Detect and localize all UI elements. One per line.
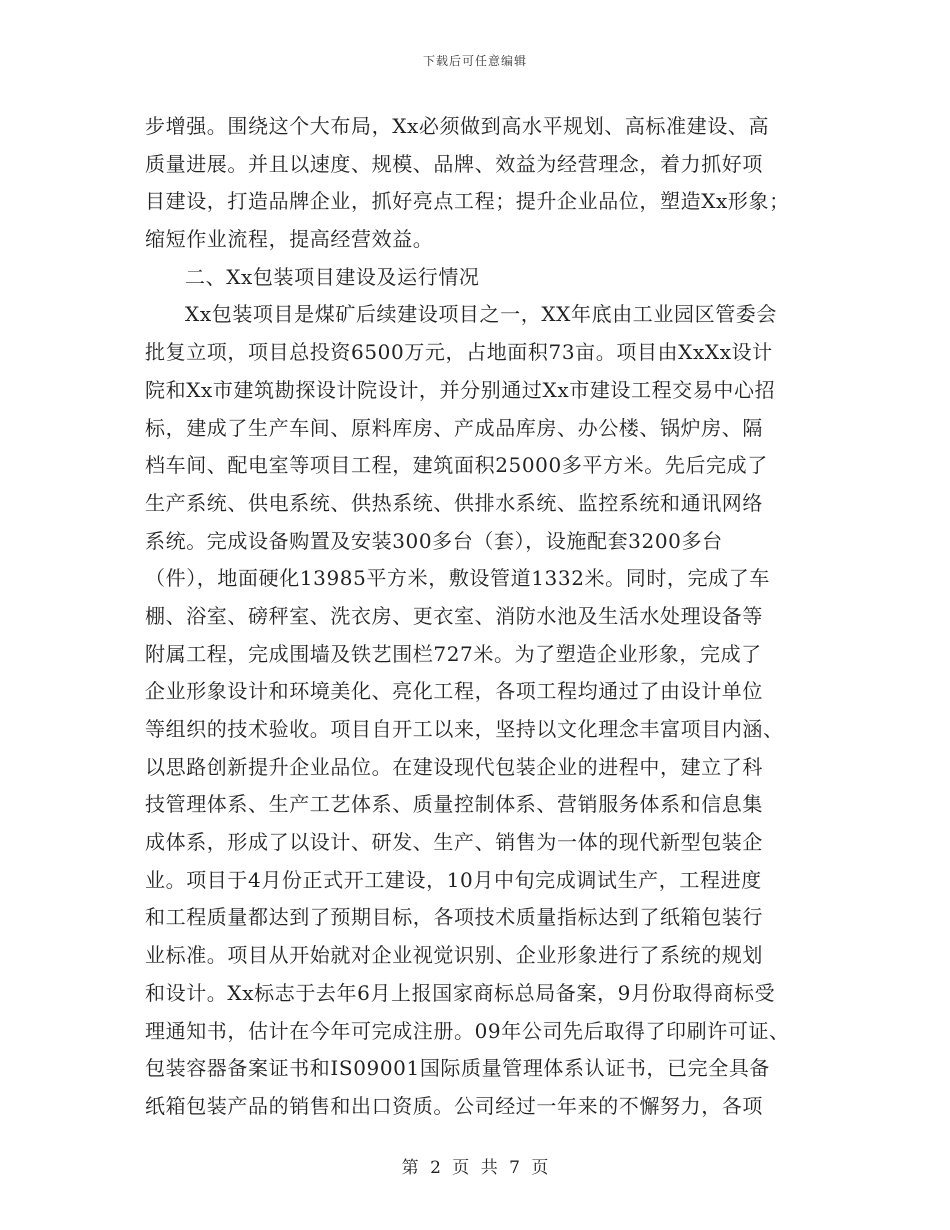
- text-line: 质量进展。并且以速度、规模、品牌、效益为经营理念，着力抓好项: [145, 151, 763, 176]
- text-line: 等组织的技术验收。项目自开工以来，坚持以文化理念丰富项目内涵、: [145, 717, 784, 741]
- text-line: 包装容器备案证书和IS09001国际质量管理体系认证书，已完全具备: [145, 1056, 771, 1081]
- section-heading: 二、Xx包装项目建设及运行情况: [185, 264, 480, 289]
- text-line: （件），地面硬化13985平方米，敷设管道1332米。同时，完成了车: [145, 566, 770, 591]
- text-line: 步增强。围绕这个大布局，Xx必须做到高水平规划、高标准建设、高: [145, 114, 770, 138]
- text-line: 企业形象设计和环境美化、亮化工程，各项工程均通过了由设计单位: [145, 679, 763, 704]
- text-line: 档车间、配电室等项目工程，建筑面积25000多平方米。先后完成了: [145, 453, 768, 478]
- text-line: 生产系统、供电系统、供热系统、供排水系统、监控系统和通讯网络: [145, 490, 763, 515]
- text-line: 成体系，形成了以设计、研发、生产、销售为一体的现代新型包装企: [145, 830, 763, 855]
- document-body: [145, 108, 805, 1126]
- text-line: Xx包装项目是煤矿后续建设项目之一，XX年底由工业园区管委会: [185, 302, 777, 327]
- page-number-footer: 第 2 页 共 7 页: [401, 1158, 549, 1178]
- text-line: 标，建成了生产车间、原料库房、产成品库房、办公楼、锅炉房、隔: [145, 415, 763, 440]
- text-line: 以思路创新提升企业品位。在建设现代包装企业的进程中，建立了科: [145, 754, 763, 779]
- text-line: 业标准。项目从开始就对企业视觉识别、企业形象进行了系统的规划: [145, 943, 763, 968]
- text-line: 批复立项，项目总投资6500万元，占地面积73亩。项目由XxXx设计: [145, 340, 773, 365]
- text-line: 理通知书，估计在今年可完成注册。09年公司先后取得了印刷许可证、: [145, 1018, 790, 1043]
- page-header-note: 下载后可任意编辑: [422, 54, 527, 68]
- text-line: 和工程质量都达到了预期目标，各项技术质量指标达到了纸箱包装行: [145, 905, 763, 930]
- text-line: 业。项目于4月份正式开工建设，10月中旬完成调试生产，工程进度: [145, 867, 762, 892]
- text-line: 缩短作业流程，提高经营效益。: [145, 227, 434, 252]
- text-line: 棚、浴室、磅秤室、洗衣房、更衣室、消防水池及生活水处理设备等: [145, 603, 763, 628]
- text-line: 纸箱包装产品的销售和出口资质。公司经过一年来的不懈努力，各项: [145, 1093, 763, 1118]
- text-line: 和设计。Xx标志于去年6月上报国家商标总局备案，9月份取得商标受: [145, 980, 776, 1005]
- text-line: 院和Xx市建筑勘探设计院设计，并分别通过Xx市建设工程交易中心招: [145, 377, 776, 402]
- text-line: 目建设，打造品牌企业，抓好亮点工程；提升企业品位，塑造Xx形象；: [145, 189, 790, 214]
- text-line: 附属工程，完成围墙及铁艺围栏727米。为了塑造企业形象，完成了: [145, 641, 762, 666]
- text-line: 系统。完成设备购置及安装300多台（套），设施配套3200多台: [145, 528, 723, 553]
- text-line: 技管理体系、生产工艺体系、质量控制体系、营销服务体系和信息集: [145, 792, 763, 817]
